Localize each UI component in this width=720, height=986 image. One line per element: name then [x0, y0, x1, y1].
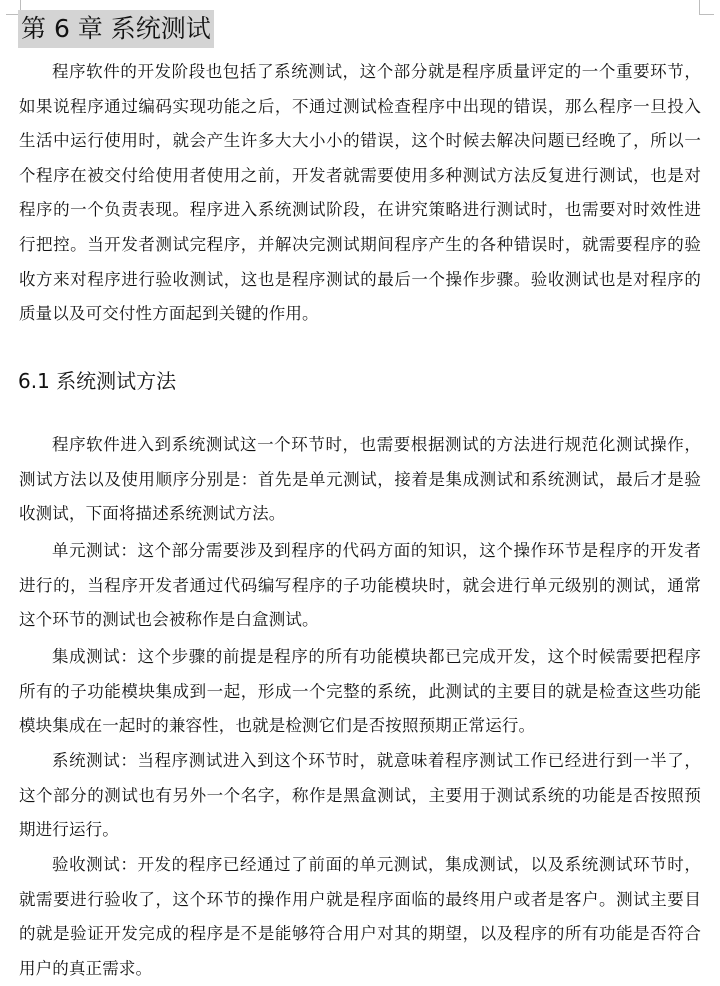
page-corner-mark-right [699, 0, 714, 15]
section-paragraph-acceptance-test: 验收测试：开发的程序已经通过了前面的单元测试，集成测试，以及系统测试环节时，就需要进行验收了，这个环节的操作用户就是程序面临的最终用户或者是客户。测试主要目的就是验证开发完成的程序是不是能够符合用户对其的期望，以及程序的所有功能是否符合用户的真正需求。 [19, 855, 701, 978]
section-paragraph-system-test: 系统测试：当程序测试进入到这个环节时，就意味着程序测试工作已经进行到一半了，这个部分的测试也有另外一个名字，称作是黑盒测试，主要用于测试系统的功能是否按照预期进行运行。 [19, 751, 701, 840]
section-paragraph-unit-test: 单元测试：这个部分需要涉及到程序的代码方面的知识，这个操作环节是程序的开发者进行的，当程序开发者通过代码编写程序的子功能模块时，就会进行单元级别的测试，通常这个环节的测试也会被称作是白盒测试。 [19, 541, 701, 630]
section-title: 6.1 系统测试方法 [18, 369, 177, 393]
section-paragraph-integration-test: 集成测试：这个步骤的前提是程序的所有功能模块都已完成开发，这个时候需要把程序所有的子功能模块集成到一起，形成一个完整的系统，此测试的主要目的就是检查这些功能模块集成在一起时的兼容性，也就是检测它们是否按照预期正常运行。 [19, 647, 701, 736]
intro-paragraph: 程序软件的开发阶段也包括了系统测试，这个部分就是程序质量评定的一个重要环节，如果说程序通过编码实现功能之后，不通过测试检查程序中出现的错误，那么程序一旦投入生活中运行使用时，就会产生许多大大小小的错误，这个时候去解决问题已经晚了，所以一个程序在被交付给使用者使用之前，开发者就需要使用多种测试方法反复进行测试，也是对程序的一个负责表现。程序进入系统测试阶段，在讲究策略进行测试时，也需要对时效性进行把控。当开发者测试完程序，并解决完测试期间程序产生的各种错误时，就需要程序的验收方来对程序进行验收测试，这也是程序测试的最后一个操作步骤。验收测试也是对程序的质量以及可交付性方面起到关键的作用。 [19, 62, 701, 324]
section-paragraph-methods: 程序软件进入到系统测试这一个环节时，也需要根据测试的方法进行规范化测试操作，测试方法以及使用顺序分别是：首先是单元测试，接着是集成测试和系统测试，最后才是验收测试，下面将描述系统测试方法。 [19, 435, 701, 524]
chapter-title[interactable]: 第 6 章 系统测试 [18, 10, 214, 48]
